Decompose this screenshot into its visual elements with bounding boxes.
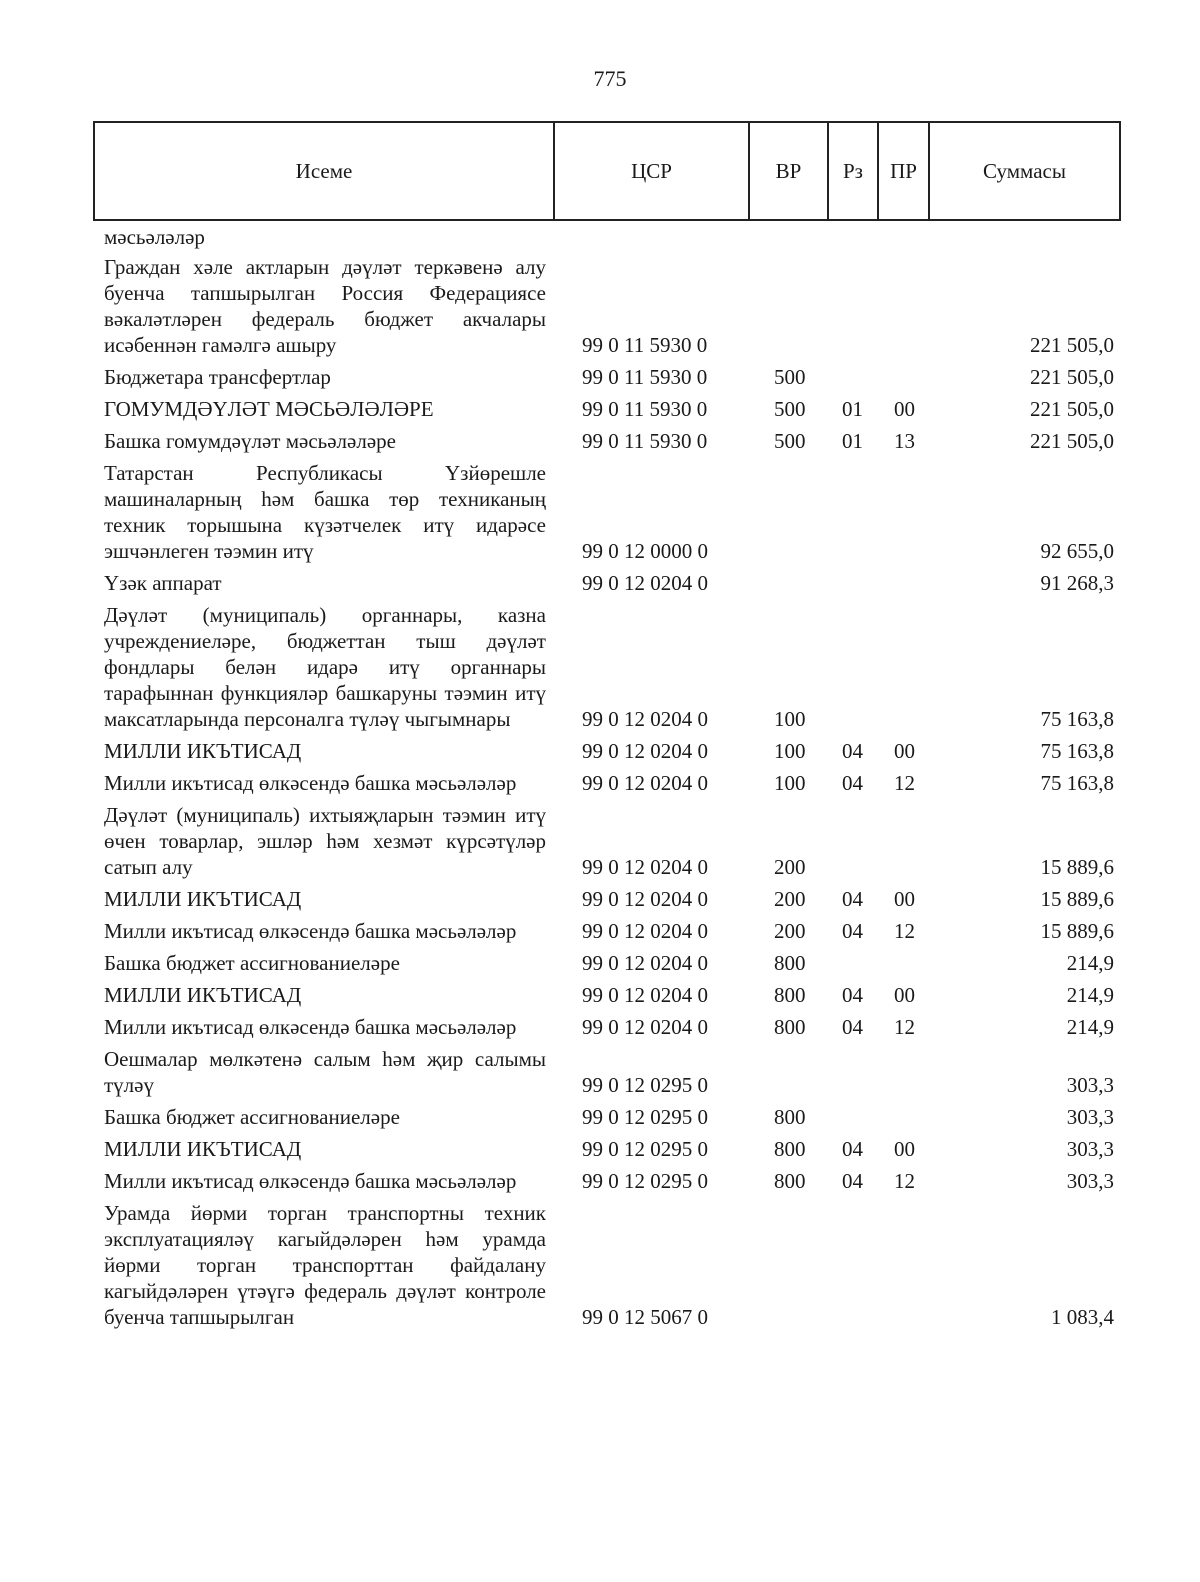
header-csr: ЦСР	[555, 123, 750, 219]
table-row	[0, 950, 1200, 976]
row-name: Үзəк аппарат	[104, 571, 222, 595]
row-vr: 500	[774, 397, 806, 421]
row-csr: 99 0 12 0204 0	[582, 707, 708, 731]
row-vr: 200	[774, 887, 806, 911]
row-csr: 99 0 12 0204 0	[582, 771, 708, 795]
row-name: Оешмалар мөлкəтенə салым һəм җир салымы түлəү	[104, 1047, 546, 1097]
row-vr: 200	[774, 919, 806, 943]
row-name: Башка гомумдəүлəт мəсьəлəлəре	[104, 429, 396, 453]
row-rz: 01	[842, 429, 863, 453]
row-sum: 221 505,0	[1030, 333, 1114, 357]
row-rz: 01	[842, 397, 863, 421]
row-sum: 303,3	[1066, 1105, 1114, 1129]
row-sum: 221 505,0	[1030, 365, 1114, 389]
row-vr: 800	[774, 1015, 806, 1039]
row-csr: 99 0 11 5930 0	[582, 365, 708, 389]
row-vr: 500	[774, 429, 806, 453]
row-name: Башка бюджет ассигнованиелəре	[104, 951, 400, 975]
row-pr: 00	[894, 887, 915, 911]
table-row	[0, 602, 1200, 732]
row-sum: 1 083,4	[1051, 1305, 1114, 1329]
row-sum: 75 163,8	[1040, 771, 1114, 795]
row-pr: 12	[894, 771, 915, 795]
row-sum: 91 268,3	[1040, 571, 1114, 595]
row-csr: 99 0 12 0204 0	[582, 983, 708, 1007]
row-csr: 99 0 12 0204 0	[582, 855, 708, 879]
row-name: Бюджетара трансфертлар	[104, 365, 331, 389]
row-csr: 99 0 12 0204 0	[582, 951, 708, 975]
row-csr: 99 0 11 5930 0	[582, 429, 708, 453]
table-row	[0, 364, 1200, 390]
row-csr: 99 0 12 0295 0	[582, 1137, 708, 1161]
table-row	[0, 1168, 1200, 1194]
row-name: МИЛЛИ ИКЪТИСАД	[104, 1137, 302, 1161]
row-name: мəсьəлəлəр	[104, 225, 205, 249]
row-sum: 92 655,0	[1040, 539, 1114, 563]
row-vr: 800	[774, 1137, 806, 1161]
table-row	[0, 1014, 1200, 1040]
row-name: МИЛЛИ ИКЪТИСАД	[104, 983, 302, 1007]
row-name: ГОМУМДƏҮЛƏТ МƏСЬƏЛƏЛƏРЕ	[104, 397, 434, 421]
row-vr: 100	[774, 707, 806, 731]
row-name: МИЛЛИ ИКЪТИСАД	[104, 887, 302, 911]
table-row	[0, 1136, 1200, 1162]
table-header	[93, 121, 1121, 221]
row-csr: 99 0 12 5067 0	[582, 1305, 708, 1329]
table-row	[0, 802, 1200, 880]
table-row	[0, 770, 1200, 796]
row-sum: 15 889,6	[1040, 855, 1114, 879]
row-pr: 00	[894, 397, 915, 421]
row-rz: 04	[842, 1169, 863, 1193]
header-name: Исеме	[95, 123, 555, 219]
row-csr: 99 0 12 0204 0	[582, 919, 708, 943]
row-pr: 12	[894, 1015, 915, 1039]
row-rz: 04	[842, 887, 863, 911]
row-csr: 99 0 11 5930 0	[582, 333, 708, 357]
row-name: Милли икътисад өлкəсендə башка мəсьəлəлəр	[104, 919, 517, 943]
row-rz: 04	[842, 1015, 863, 1039]
row-name: Милли икътисад өлкəсендə башка мəсьəлəлəр	[104, 1169, 517, 1193]
row-csr: 99 0 12 0204 0	[582, 739, 708, 763]
row-sum: 303,3	[1066, 1073, 1114, 1097]
row-rz: 04	[842, 739, 863, 763]
row-rz: 04	[842, 771, 863, 795]
row-csr: 99 0 12 0204 0	[582, 887, 708, 911]
row-pr: 12	[894, 919, 915, 943]
page-number: 775	[593, 66, 627, 91]
row-name: Дəүлəт (муниципаль) ихтыяҗларын тəэмин итү өчен товарлар, эшлəр һəм хезмəт күрсəтүлəр сатып алу	[104, 803, 546, 879]
row-name: Дəүлəт (муниципаль) органнары, казна учреждениелəре, бюджеттан тыш дəүлəт фондлары белəн идарə итү органнары тарафыннан функциялəр башкаруны тəэмин итү максатларында персоналга түлəү чыгымнары	[104, 603, 546, 731]
table-row	[0, 738, 1200, 764]
table-row	[0, 396, 1200, 422]
row-pr: 00	[894, 983, 915, 1007]
row-csr: 99 0 12 0295 0	[582, 1073, 708, 1097]
row-vr: 800	[774, 1169, 806, 1193]
row-rz: 04	[842, 1137, 863, 1161]
row-vr: 800	[774, 1105, 806, 1129]
row-csr: 99 0 12 0204 0	[582, 1015, 708, 1039]
row-sum: 214,9	[1066, 983, 1114, 1007]
row-vr: 800	[774, 983, 806, 1007]
table-row	[0, 254, 1200, 358]
row-sum: 75 163,8	[1040, 707, 1114, 731]
table-row	[0, 460, 1200, 564]
row-csr: 99 0 12 0000 0	[582, 539, 708, 563]
table-row	[0, 1200, 1200, 1330]
row-sum: 15 889,6	[1040, 919, 1114, 943]
table-row	[0, 428, 1200, 454]
row-pr: 00	[894, 739, 915, 763]
header-vr: ВР	[750, 123, 829, 219]
row-name: Граждан хəле актларын дəүлəт теркəвенə алу буенча тапшырылган Россия Федерациясе вəкалəтлəрен федераль бюджет акчалары исəбеннəн гамəлгə ашыру	[104, 255, 546, 357]
table-row	[0, 886, 1200, 912]
row-name: Милли икътисад өлкəсендə башка мəсьəлəлəр	[104, 771, 517, 795]
row-vr: 500	[774, 365, 806, 389]
row-name: МИЛЛИ ИКЪТИСАД	[104, 739, 302, 763]
row-sum: 303,3	[1066, 1137, 1114, 1161]
table-row	[0, 1104, 1200, 1130]
table-row	[0, 1046, 1200, 1098]
row-sum: 15 889,6	[1040, 887, 1114, 911]
table-body	[0, 224, 1200, 1336]
row-sum: 221 505,0	[1030, 429, 1114, 453]
row-sum: 75 163,8	[1040, 739, 1114, 763]
row-vr: 100	[774, 771, 806, 795]
row-vr: 200	[774, 855, 806, 879]
row-sum: 303,3	[1066, 1169, 1114, 1193]
table-row	[0, 570, 1200, 596]
row-name: Милли икътисад өлкəсендə башка мəсьəлəлəр	[104, 1015, 517, 1039]
row-sum: 214,9	[1066, 1015, 1114, 1039]
table-row	[0, 224, 1200, 250]
row-name: Урамда йөрми торган транспортны техник эксплуатациялəү кагыйдəлəрен һəм урамда йөрми торган транспорттан файдалану кагыйдəлəрен үтəүгə федераль дəүлəт контроле буенча тапшырылган	[104, 1201, 546, 1329]
row-csr: 99 0 12 0204 0	[582, 571, 708, 595]
header-sum: Суммасы	[983, 158, 1066, 183]
row-csr: 99 0 11 5930 0	[582, 397, 708, 421]
row-pr: 13	[894, 429, 915, 453]
table-row	[0, 982, 1200, 1008]
row-csr: 99 0 12 0295 0	[582, 1105, 708, 1129]
row-vr: 800	[774, 951, 806, 975]
row-pr: 12	[894, 1169, 915, 1193]
row-name: Башка бюджет ассигнованиелəре	[104, 1105, 400, 1129]
row-vr: 100	[774, 739, 806, 763]
table-row	[0, 918, 1200, 944]
row-csr: 99 0 12 0295 0	[582, 1169, 708, 1193]
row-rz: 04	[842, 919, 863, 943]
header-pr: ПР	[879, 123, 930, 219]
row-sum: 221 505,0	[1030, 397, 1114, 421]
header-rz: Рз	[829, 123, 879, 219]
row-rz: 04	[842, 983, 863, 1007]
row-pr: 00	[894, 1137, 915, 1161]
row-sum: 214,9	[1066, 951, 1114, 975]
row-name: Татарстан Республикасы Үзйөрешле машиналарның һəм башка төр техниканың техник торышына күзəтчелек итү идарəсе эшчəнлеген тəэмин итү	[104, 461, 546, 563]
